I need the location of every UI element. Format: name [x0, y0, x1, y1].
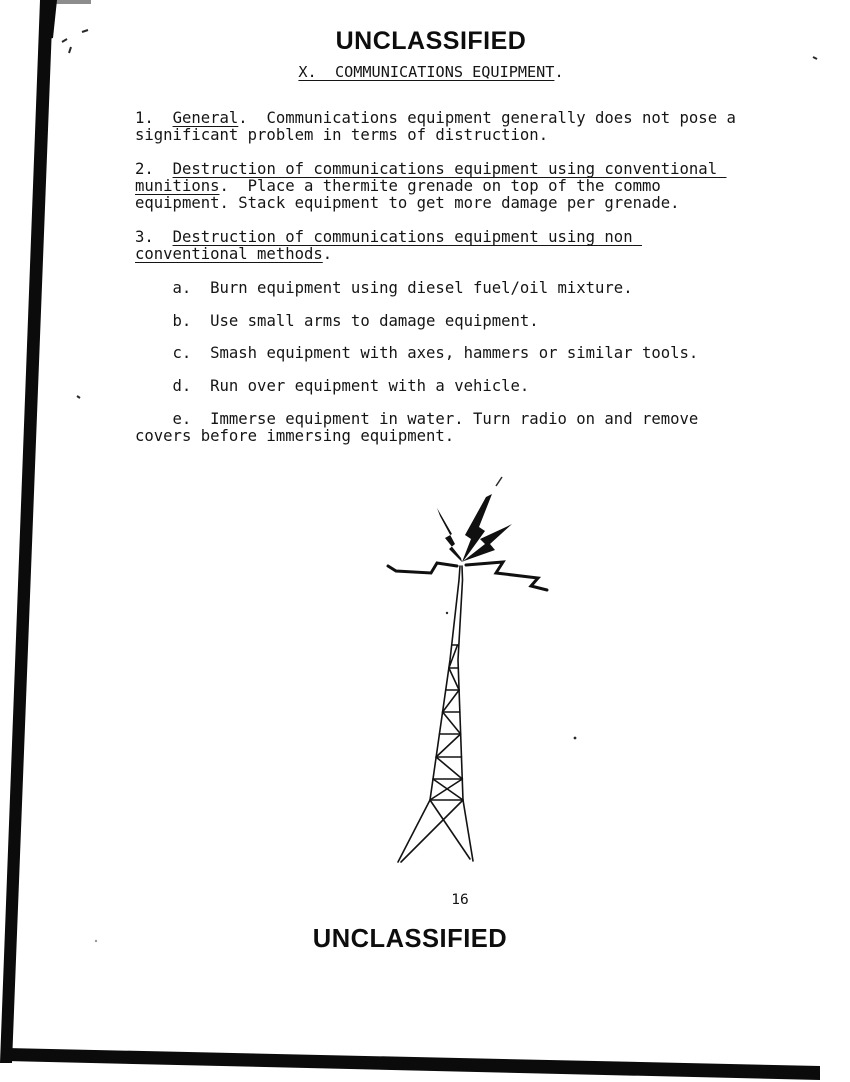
paragraph-3-heading: Destruction of communications equipment using non conventional methods: [135, 228, 642, 264]
list-item-c-label: c.: [172, 344, 211, 363]
list-item-d-label: d.: [172, 377, 211, 396]
page-number: 16: [451, 892, 469, 908]
tower-lattice: [398, 566, 473, 862]
section-title: [12, 63, 850, 81]
paragraph-1-body: . Communications equipment generally does not pose a significant problem in terms of distruction.: [135, 109, 746, 145]
classification-header: UNCLASSIFIED: [335, 27, 527, 55]
list-item-a-text: Burn equipment using diesel fuel/oil mixture.: [210, 278, 633, 297]
paragraph-2-heading: Destruction of communications equipment using conventional munitions: [135, 159, 727, 196]
list-item-c: [135, 345, 755, 362]
list-item-b: [135, 313, 755, 330]
paragraph-1-heading: General: [172, 109, 239, 127]
paragraph-3: [135, 229, 755, 263]
paragraph-2-body: . Place a thermite grenade on top of the commo equipment. Stack equipment to get more damage per grenade.: [135, 177, 680, 213]
list-item-b-text: Use small arms to damage equipment.: [210, 311, 539, 330]
list-item-d: [135, 378, 755, 395]
lightning-bolts-icon: [437, 494, 512, 562]
list-item-c-text: Smash equipment with axes, hammers or similar tools.: [210, 344, 699, 363]
paragraph-2: [135, 161, 755, 213]
list-item-a: [135, 280, 755, 297]
left-edge-scan-bar: [0, 0, 91, 1063]
paragraph-1-number: 1.: [135, 109, 173, 127]
paragraph-3-number: 3.: [135, 228, 173, 247]
radio-tower-illustration: [370, 468, 560, 868]
section-title-text: X. COMMUNICATIONS EQUIPMENT: [298, 63, 555, 81]
list-item-b-label: b.: [172, 311, 211, 330]
classification-footer: UNCLASSIFIED: [312, 925, 508, 953]
section-title-period: .: [554, 63, 564, 81]
bottom-edge-scan-line: [6, 1048, 820, 1080]
paragraph-1: [135, 110, 755, 144]
lightning-horizontal-strokes: [388, 562, 547, 590]
list-item-d-text: Run over equipment with a vehicle.: [210, 377, 530, 396]
list-item-e: [135, 411, 755, 445]
paragraph-3-body: .: [322, 245, 333, 264]
list-item-a-label: a.: [172, 278, 211, 297]
document-body: [135, 110, 755, 461]
paragraph-2-number: 2.: [135, 159, 173, 178]
list-item-e-text: Immerse equipment in water. Turn radio on and remove covers before immersing equipment.: [135, 409, 708, 445]
list-item-e-label: e.: [172, 409, 211, 428]
